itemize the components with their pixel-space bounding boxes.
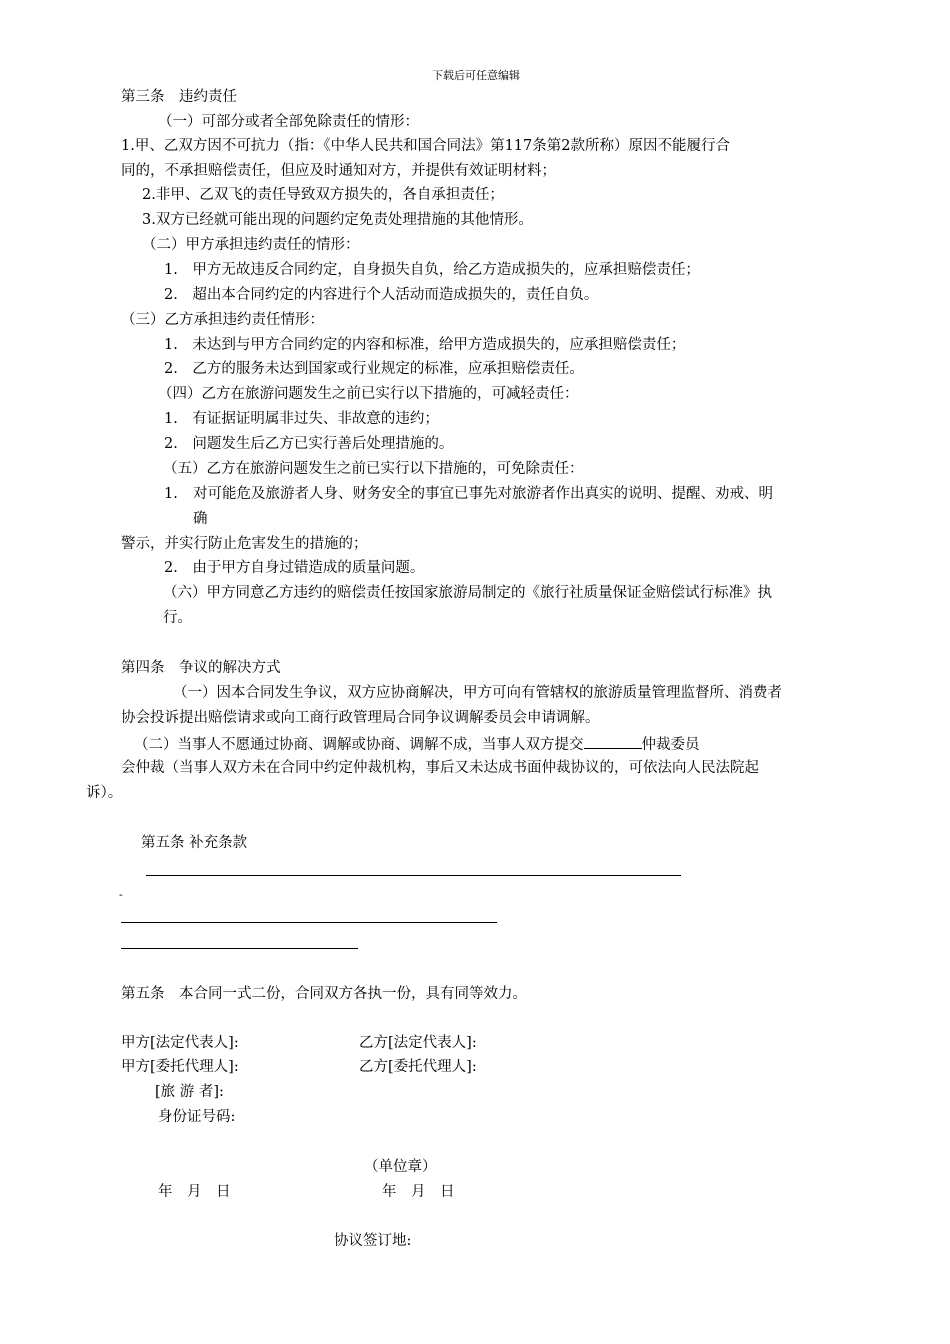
arbitration-committee-blank[interactable] <box>584 733 642 749</box>
art3-s1-item-1-line-1: 1.甲、乙双方因不可抗力（指：《中华人民共和国合同法》第117条第2款所称）原因不能履行合 <box>121 138 730 154</box>
art4-para-2-text-before-blank: （二）当事人不愿通过协商、调解或协商、调解不成，当事人双方提交 <box>134 737 584 753</box>
art3-s5-item-1-number: 1. <box>164 486 178 502</box>
art3-section-4-title: （四）乙方在旅游问题发生之前已实行以下措施的，可减轻责任： <box>158 386 579 402</box>
art3-s3-item-2: 2. 乙方的服务未达到国家或行业规定的标准，应承担赔偿责任。 <box>164 361 584 377</box>
art3-section-3-title: （三）乙方承担违约责任情形： <box>121 312 324 328</box>
id-number-label: 身份证号码: <box>158 1109 236 1125</box>
art4-para-2-text-after-blank: 仲裁委员 <box>641 737 700 753</box>
art4-para-2-line-1 <box>134 733 700 755</box>
art3-s5-item-2: 2. 由于甲方自身过错造成的质量问题。 <box>164 560 425 576</box>
article-5-supplementary-title: 第五条 补充条款 <box>141 835 248 851</box>
art3-s5-item-1-line-2: 确 <box>193 511 208 527</box>
art3-s1-item-1-line-2: 同的，不承担赔偿责任，但应及时通知对方，并提供有效证明材料； <box>121 163 556 179</box>
article-5-copies-clause: 第五条 本合同一式二份，合同双方各执一份，具有同等效力。 <box>121 986 527 1002</box>
art3-s2-item-2: 2. 超出本合同约定的内容进行个人活动而造成损失的，责任自负。 <box>164 287 599 303</box>
supplementary-blank-line-1[interactable] <box>146 875 681 876</box>
art3-s4-item-2: 2. 问题发生后乙方已实行善后处理措施的。 <box>164 436 454 452</box>
supplementary-dash: - <box>119 888 123 901</box>
art4-para-2-line-2: 会仲裁（当事人双方未在合同中约定仲裁机构，事后又未达成书面仲裁协议的，可依法向人民法院起 <box>121 760 759 776</box>
art3-s5-item-1-line-3: 警示，并实行防止危害发生的措施的； <box>121 536 368 552</box>
party-b-date: 年 月 日 <box>382 1184 455 1200</box>
art3-section-5-title: （五）乙方在旅游问题发生之前已实行以下措施的，可免除责任： <box>163 461 584 477</box>
art4-para-1-line-2: 协会投诉提出赔偿请求或向工商行政管理局合同争议调解委员会申请调解。 <box>121 710 600 726</box>
art3-s4-item-1: 1. 有证据证明属非过失、非故意的违约； <box>164 411 439 427</box>
tourist-label: [旅 游 者]: <box>155 1084 224 1100</box>
art3-s1-item-2: 2.非甲、乙双飞的责任导致双方损失的，各自承担责任； <box>142 187 504 203</box>
supplementary-blank-line-3[interactable] <box>121 948 358 949</box>
art4-para-2-line-3: 诉）。 <box>86 785 123 801</box>
art3-section-2-title: （二）甲方承担违约责任的情形： <box>142 237 360 253</box>
unit-seal-label: （单位章） <box>364 1159 437 1175</box>
party-a-legal-rep-label: 甲方[法定代表人]: <box>121 1035 239 1051</box>
art4-para-1-line-1: （一）因本合同发生争议，双方应协商解决，甲方可向有管辖权的旅游质量管理监督所、消费者 <box>173 685 782 701</box>
art3-s5-item-1-line-1: 对可能危及旅游者人身、财务安全的事宜已事先对旅游者作出真实的说明、提醒、劝戒、明 <box>193 486 773 502</box>
art3-section-6-line-1: （六）甲方同意乙方违约的赔偿责任按国家旅游局制定的《旅行社质量保证金赔偿试行标准》执 <box>163 585 772 601</box>
art3-s1-item-3: 3.双方已经就可能出现的问题约定免责处理措施的其他情形。 <box>142 212 533 228</box>
party-b-agent-label: 乙方[委托代理人]: <box>359 1059 477 1075</box>
art3-section-1-title: （一）可部分或者全部免除责任的情形： <box>158 114 419 130</box>
article-3-title: 第三条 违约责任 <box>121 89 237 105</box>
party-a-date: 年 月 日 <box>158 1184 231 1200</box>
page-header: 下载后可任意编辑 <box>432 69 520 82</box>
signing-place-label: 协议签订地: <box>334 1233 412 1249</box>
supplementary-blank-line-2[interactable] <box>121 922 497 923</box>
party-a-agent-label: 甲方[委托代理人]: <box>121 1059 239 1075</box>
art3-s3-item-1: 1. 未达到与甲方合同约定的内容和标准，给甲方造成损失的，应承担赔偿责任； <box>164 337 686 353</box>
art3-s2-item-1: 1. 甲方无故违反合同约定，自身损失自负，给乙方造成损失的，应承担赔偿责任； <box>164 262 700 278</box>
art3-section-6-line-2: 行。 <box>163 610 192 626</box>
article-4-title: 第四条 争议的解决方式 <box>121 660 281 676</box>
party-b-legal-rep-label: 乙方[法定代表人]: <box>359 1035 477 1051</box>
